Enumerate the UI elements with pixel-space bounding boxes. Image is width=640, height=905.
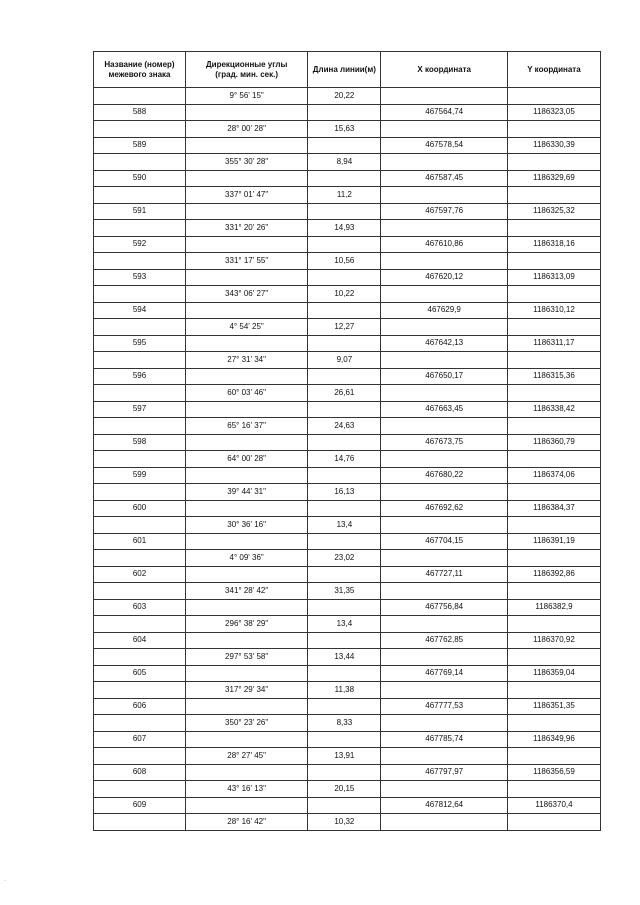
header-name-line-2: межевого знака: [108, 69, 171, 79]
point-length-cell: [308, 434, 381, 451]
coordinates-table: [93, 51, 601, 831]
point-length-cell: [308, 599, 381, 616]
segment-row: [94, 484, 601, 501]
point-y: 1186318,16: [507, 236, 600, 253]
point-name: 602: [94, 566, 186, 583]
segment-name-cell: [94, 583, 186, 600]
point-row: [94, 434, 601, 451]
segment-name-cell: [94, 517, 186, 534]
segment-name-cell: [94, 121, 186, 138]
point-x: 467704,15: [381, 533, 507, 550]
segment-name-cell: [94, 682, 186, 699]
header-name-line-1: Название (номер): [104, 59, 175, 69]
segment-row: [94, 451, 601, 468]
point-angle-cell: [185, 764, 307, 781]
segment-angle: 4° 09' 36": [185, 550, 307, 567]
segment-angle: 296° 38' 29": [185, 616, 307, 633]
point-length-cell: [308, 731, 381, 748]
point-length-cell: [308, 302, 381, 319]
point-length-cell: [308, 533, 381, 550]
segment-length: 9,07: [308, 352, 381, 369]
point-length-cell: [308, 368, 381, 385]
point-row: [94, 269, 601, 286]
point-length-cell: [308, 269, 381, 286]
segment-y-cell: [507, 154, 600, 171]
point-length-cell: [308, 401, 381, 418]
point-x: 467620,12: [381, 269, 507, 286]
point-angle-cell: [185, 203, 307, 220]
point-y: 1186392,86: [507, 566, 600, 583]
segment-x-cell: [381, 253, 507, 270]
point-name: 609: [94, 797, 186, 814]
segment-row: [94, 253, 601, 270]
point-x: 467587,45: [381, 170, 507, 187]
segment-y-cell: [507, 550, 600, 567]
point-y: 1186356,59: [507, 764, 600, 781]
segment-length: 13,4: [308, 517, 381, 534]
point-length-cell: [308, 632, 381, 649]
point-row: [94, 632, 601, 649]
segment-y-cell: [507, 121, 600, 138]
point-name: 589: [94, 137, 186, 154]
point-angle-cell: [185, 335, 307, 352]
segment-angle: 43° 16' 13": [185, 781, 307, 798]
point-name: 605: [94, 665, 186, 682]
point-row: [94, 500, 601, 517]
segment-x-cell: [381, 649, 507, 666]
point-length-cell: [308, 203, 381, 220]
segment-x-cell: [381, 220, 507, 237]
point-y: 1186359,04: [507, 665, 600, 682]
point-x: 467578,54: [381, 137, 507, 154]
segment-row: [94, 748, 601, 765]
point-row: [94, 401, 601, 418]
segment-x-cell: [381, 418, 507, 435]
point-y: 1186325,32: [507, 203, 600, 220]
segment-length: 24,63: [308, 418, 381, 435]
segment-length: 13,91: [308, 748, 381, 765]
point-y: 1186382,9: [507, 599, 600, 616]
point-row: [94, 665, 601, 682]
segment-row: [94, 682, 601, 699]
segment-angle: 337° 01' 47": [185, 187, 307, 204]
segment-name-cell: [94, 253, 186, 270]
segment-name-cell: [94, 781, 186, 798]
segment-name-cell: [94, 814, 186, 831]
point-x: 467680,22: [381, 467, 507, 484]
point-length-cell: [308, 236, 381, 253]
segment-x-cell: [381, 550, 507, 567]
segment-x-cell: [381, 352, 507, 369]
segment-y-cell: [507, 451, 600, 468]
segment-length: 26,61: [308, 385, 381, 402]
point-name: 595: [94, 335, 186, 352]
segment-angle: 60° 03' 46": [185, 385, 307, 402]
segment-y-cell: [507, 220, 600, 237]
segment-row: [94, 649, 601, 666]
point-row: [94, 236, 601, 253]
segment-y-cell: [507, 715, 600, 732]
point-row: [94, 797, 601, 814]
point-x: 467762,85: [381, 632, 507, 649]
point-length-cell: [308, 665, 381, 682]
point-angle-cell: [185, 302, 307, 319]
segment-y-cell: [507, 88, 600, 105]
segment-angle: 28° 27' 45": [185, 748, 307, 765]
segment-name-cell: [94, 484, 186, 501]
segment-y-cell: [507, 385, 600, 402]
segment-name-cell: [94, 748, 186, 765]
point-row: [94, 368, 601, 385]
segment-name-cell: [94, 220, 186, 237]
segment-name-cell: [94, 286, 186, 303]
segment-angle: 9° 56' 15": [185, 88, 307, 105]
point-row: [94, 302, 601, 319]
point-x: 467597,76: [381, 203, 507, 220]
point-length-cell: [308, 566, 381, 583]
point-row: [94, 203, 601, 220]
point-y: 1186351,35: [507, 698, 600, 715]
segment-x-cell: [381, 451, 507, 468]
point-x: 467727,11: [381, 566, 507, 583]
segment-angle: 331° 17' 55": [185, 253, 307, 270]
point-length-cell: [308, 797, 381, 814]
segment-length: 14,93: [308, 220, 381, 237]
point-angle-cell: [185, 401, 307, 418]
segment-x-cell: [381, 715, 507, 732]
point-y: 1186370,92: [507, 632, 600, 649]
header-name: [94, 52, 186, 88]
header-angle: [185, 52, 307, 88]
point-y: 1186374,06: [507, 467, 600, 484]
segment-y-cell: [507, 814, 600, 831]
segment-row: [94, 187, 601, 204]
segment-angle: 39° 44' 31": [185, 484, 307, 501]
segment-name-cell: [94, 418, 186, 435]
point-y: 1186391,19: [507, 533, 600, 550]
point-angle-cell: [185, 467, 307, 484]
point-name: 597: [94, 401, 186, 418]
point-name: 601: [94, 533, 186, 550]
segment-y-cell: [507, 748, 600, 765]
point-length-cell: [308, 698, 381, 715]
segment-length: 12,27: [308, 319, 381, 336]
segment-y-cell: [507, 682, 600, 699]
point-x: 467663,45: [381, 401, 507, 418]
table-body: [94, 88, 601, 831]
point-angle-cell: [185, 170, 307, 187]
segment-y-cell: [507, 187, 600, 204]
point-row: [94, 104, 601, 121]
segment-length: 16,13: [308, 484, 381, 501]
point-y: 1186313,09: [507, 269, 600, 286]
point-row: [94, 764, 601, 781]
point-name: 591: [94, 203, 186, 220]
segment-row: [94, 352, 601, 369]
segment-length: 13,44: [308, 649, 381, 666]
segment-y-cell: [507, 319, 600, 336]
point-name: 593: [94, 269, 186, 286]
point-x: 467564,74: [381, 104, 507, 121]
segment-angle: 343° 06' 27": [185, 286, 307, 303]
point-angle-cell: [185, 368, 307, 385]
segment-y-cell: [507, 649, 600, 666]
segment-row: [94, 715, 601, 732]
segment-y-cell: [507, 418, 600, 435]
point-row: [94, 533, 601, 550]
segment-name-cell: [94, 616, 186, 633]
segment-angle: 64° 00' 28": [185, 451, 307, 468]
segment-y-cell: [507, 517, 600, 534]
point-length-cell: [308, 467, 381, 484]
segment-name-cell: [94, 352, 186, 369]
point-angle-cell: [185, 599, 307, 616]
point-length-cell: [308, 137, 381, 154]
point-x: 467673,75: [381, 434, 507, 451]
segment-x-cell: [381, 319, 507, 336]
point-x: 467650,17: [381, 368, 507, 385]
segment-row: [94, 814, 601, 831]
segment-name-cell: [94, 319, 186, 336]
segment-x-cell: [381, 616, 507, 633]
segment-y-cell: [507, 484, 600, 501]
segment-row: [94, 154, 601, 171]
point-angle-cell: [185, 500, 307, 517]
segment-length: 14,76: [308, 451, 381, 468]
segment-x-cell: [381, 88, 507, 105]
point-name: 599: [94, 467, 186, 484]
segment-row: [94, 550, 601, 567]
segment-x-cell: [381, 748, 507, 765]
point-x: 467769,14: [381, 665, 507, 682]
segment-angle: 27° 31' 34": [185, 352, 307, 369]
point-angle-cell: [185, 104, 307, 121]
point-angle-cell: [185, 269, 307, 286]
header-y: Y координата: [507, 52, 600, 88]
header-x: X координата: [381, 52, 507, 88]
segment-name-cell: [94, 385, 186, 402]
point-length-cell: [308, 170, 381, 187]
segment-x-cell: [381, 517, 507, 534]
point-y: 1186349,96: [507, 731, 600, 748]
header-length: Длина линии(м): [308, 52, 381, 88]
segment-row: [94, 286, 601, 303]
point-length-cell: [308, 500, 381, 517]
segment-length: 8,33: [308, 715, 381, 732]
point-x: 467692,62: [381, 500, 507, 517]
margin-mark: ·: [4, 878, 6, 884]
segment-name-cell: [94, 88, 186, 105]
segment-x-cell: [381, 121, 507, 138]
point-name: 608: [94, 764, 186, 781]
segment-length: 10,56: [308, 253, 381, 270]
segment-length: 31,35: [308, 583, 381, 600]
segment-y-cell: [507, 781, 600, 798]
header-angle-line-2: (град. мин. сек.): [215, 69, 279, 79]
point-length-cell: [308, 335, 381, 352]
segment-length: 10,32: [308, 814, 381, 831]
table-header: [94, 52, 601, 88]
segment-y-cell: [507, 286, 600, 303]
segment-angle: 28° 16' 42": [185, 814, 307, 831]
segment-row: [94, 583, 601, 600]
segment-row: [94, 319, 601, 336]
segment-x-cell: [381, 781, 507, 798]
point-y: 1186370,4: [507, 797, 600, 814]
segment-row: [94, 781, 601, 798]
point-angle-cell: [185, 137, 307, 154]
point-row: [94, 698, 601, 715]
segment-name-cell: [94, 715, 186, 732]
point-y: 1186329,69: [507, 170, 600, 187]
segment-x-cell: [381, 154, 507, 171]
point-length-cell: [308, 104, 381, 121]
boundary-coordinates-sheet: [93, 51, 601, 831]
segment-y-cell: [507, 352, 600, 369]
point-angle-cell: [185, 236, 307, 253]
segment-row: [94, 517, 601, 534]
point-y: 1186315,36: [507, 368, 600, 385]
point-name: 603: [94, 599, 186, 616]
segment-row: [94, 220, 601, 237]
segment-y-cell: [507, 583, 600, 600]
segment-length: 13,4: [308, 616, 381, 633]
point-row: [94, 599, 601, 616]
point-length-cell: [308, 764, 381, 781]
segment-name-cell: [94, 187, 186, 204]
point-name: 596: [94, 368, 186, 385]
point-row: [94, 566, 601, 583]
segment-angle: 317° 29' 34": [185, 682, 307, 699]
header-angle-line-1: Дирекционные углы: [205, 59, 288, 69]
segment-angle: 341° 28' 42": [185, 583, 307, 600]
point-row: [94, 731, 601, 748]
segment-name-cell: [94, 451, 186, 468]
segment-length: 10,22: [308, 286, 381, 303]
segment-x-cell: [381, 385, 507, 402]
point-angle-cell: [185, 434, 307, 451]
segment-row: [94, 88, 601, 105]
header-row: [94, 52, 601, 88]
segment-angle: 65° 16' 37": [185, 418, 307, 435]
point-x: 467812,64: [381, 797, 507, 814]
point-angle-cell: [185, 797, 307, 814]
point-row: [94, 467, 601, 484]
point-name: 606: [94, 698, 186, 715]
point-y: 1186311,17: [507, 335, 600, 352]
point-name: 604: [94, 632, 186, 649]
segment-length: 23,02: [308, 550, 381, 567]
segment-length: 11,38: [308, 682, 381, 699]
point-x: 467777,53: [381, 698, 507, 715]
segment-row: [94, 616, 601, 633]
segment-x-cell: [381, 187, 507, 204]
point-name: 590: [94, 170, 186, 187]
segment-length: 8,94: [308, 154, 381, 171]
point-angle-cell: [185, 698, 307, 715]
segment-name-cell: [94, 154, 186, 171]
point-row: [94, 170, 601, 187]
segment-row: [94, 121, 601, 138]
point-y: 1186323,05: [507, 104, 600, 121]
point-y: 1186360,79: [507, 434, 600, 451]
point-angle-cell: [185, 533, 307, 550]
point-angle-cell: [185, 566, 307, 583]
segment-angle: 355° 30' 28": [185, 154, 307, 171]
segment-x-cell: [381, 583, 507, 600]
segment-name-cell: [94, 649, 186, 666]
segment-x-cell: [381, 682, 507, 699]
segment-y-cell: [507, 253, 600, 270]
point-name: 594: [94, 302, 186, 319]
point-row: [94, 137, 601, 154]
point-angle-cell: [185, 632, 307, 649]
segment-x-cell: [381, 484, 507, 501]
segment-length: 20,22: [308, 88, 381, 105]
point-y: 1186310,12: [507, 302, 600, 319]
point-x: 467629,9: [381, 302, 507, 319]
point-angle-cell: [185, 665, 307, 682]
point-x: 467642,13: [381, 335, 507, 352]
segment-angle: 30° 36' 16": [185, 517, 307, 534]
segment-length: 20,15: [308, 781, 381, 798]
segment-x-cell: [381, 814, 507, 831]
segment-length: 15,63: [308, 121, 381, 138]
point-name: 588: [94, 104, 186, 121]
point-name: 607: [94, 731, 186, 748]
segment-y-cell: [507, 616, 600, 633]
point-name: 598: [94, 434, 186, 451]
segment-row: [94, 385, 601, 402]
segment-angle: 4° 54' 25": [185, 319, 307, 336]
point-y: 1186384,37: [507, 500, 600, 517]
segment-angle: 297° 53' 58": [185, 649, 307, 666]
segment-length: 11,2: [308, 187, 381, 204]
point-row: [94, 335, 601, 352]
point-x: 467756,84: [381, 599, 507, 616]
segment-angle: 331° 20' 26": [185, 220, 307, 237]
segment-angle: 350° 23' 26": [185, 715, 307, 732]
point-angle-cell: [185, 731, 307, 748]
point-x: 467610,86: [381, 236, 507, 253]
point-x: 467785,74: [381, 731, 507, 748]
segment-x-cell: [381, 286, 507, 303]
segment-row: [94, 418, 601, 435]
point-y: 1186338,42: [507, 401, 600, 418]
point-name: 600: [94, 500, 186, 517]
point-x: 467797,97: [381, 764, 507, 781]
segment-angle: 28° 00' 28": [185, 121, 307, 138]
point-y: 1186330,39: [507, 137, 600, 154]
segment-name-cell: [94, 550, 186, 567]
point-name: 592: [94, 236, 186, 253]
